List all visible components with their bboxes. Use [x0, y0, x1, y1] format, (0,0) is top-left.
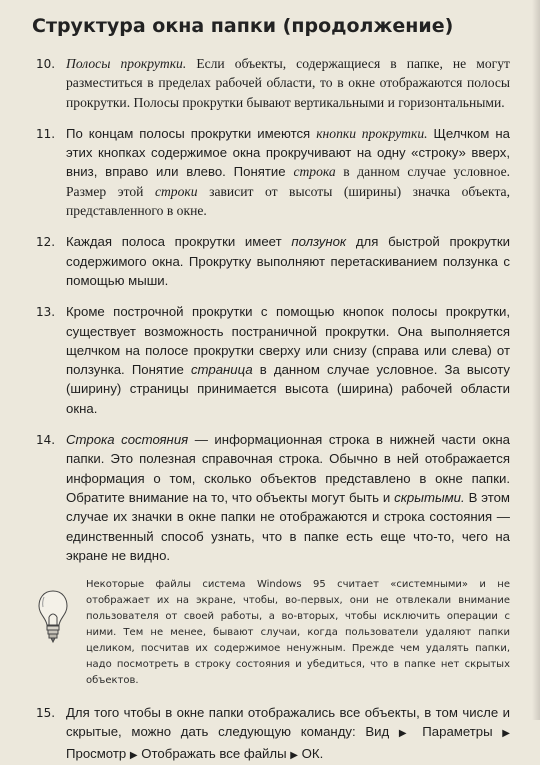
paragraph-text: Щелчком на этих кнопках содержимое окна прокручивают на одну «строку» вверх, вниз, вправо или влево. Понятие: [66, 125, 510, 180]
paragraph-text: По концам полосы прокрутки имеются: [66, 125, 317, 141]
item-number: 11.: [36, 126, 56, 141]
page-edge-shadow: [532, 0, 540, 720]
paragraph-text: — информационная строка в нижней части окна папки. Это полезная справочная строка. Обычно в ней отображается информация о том, сколько объектов представлено в окне папки. Обратите внимание на то, что объекты могут быть и: [66, 432, 510, 505]
tip-note: [36, 577, 510, 689]
list-item-10: [36, 54, 510, 112]
paragraph-text: В этом случае их значки в окне папки не отображаются и строка состояния — единственный способ узнать, что в папке есть еще что-то, чего на экране не видно.: [66, 489, 510, 563]
arrow-right-icon: ▶: [129, 749, 138, 761]
term: Строка состояния: [66, 432, 189, 448]
term: строки: [154, 183, 198, 199]
item-number: 12.: [36, 235, 56, 250]
arrow-right-icon: ▶: [502, 728, 510, 740]
paragraph-text: Если объекты, содержащиеся в папке, не могут разместиться в пределах рабочей области, то в окне отображаются полосы прокрутки. Полосы прокрутки бывают вертикальными и горизонтальными.: [66, 56, 510, 110]
lightbulb-icon: [36, 577, 86, 689]
paragraph-text: Кроме построчной прокрутки с помощью кнопок полосы прокрутки, существует возможность постраничной прокрутки. Она выполняется щелчком на полосе прокрутки сверху или снизу (справа или слева) от ползунка. Понятие: [66, 304, 510, 378]
item-number: 15.: [36, 706, 56, 721]
menu-path-step: Вид: [365, 724, 390, 740]
arrow-right-icon: ▶: [398, 728, 413, 740]
term: страница: [190, 362, 253, 378]
paragraph-text: в данном случае условное. Размер этой: [66, 164, 510, 199]
list-item-14: [36, 430, 510, 565]
paragraph-text: зависит от высоты (ширины) значка объекта, представленного в окне.: [66, 183, 510, 219]
item-number: 14.: [36, 433, 56, 448]
paragraph-text: Для того чтобы в окне папки отображались все объекты, в том числе и скрытые, можно дать следующую команду:: [66, 705, 510, 740]
term: строка: [293, 164, 336, 180]
paragraph-text: в данном случае условное. За высоту (ширину) страницы принимается высота (ширина) рабочей области окна.: [66, 362, 510, 416]
arrow-right-icon: ▶: [290, 749, 298, 761]
item-number: 10.: [36, 57, 56, 71]
item-text: [66, 703, 510, 765]
item-number: 13.: [36, 305, 56, 320]
menu-path-step: Просмотр: [66, 745, 127, 761]
menu-path-step: Отображать все файлы: [141, 745, 287, 761]
paragraph-text: для быстрой прокрутки содержимого окна. Прокрутку выполняют перетаскиванием ползунка с помощью мыши.: [66, 234, 510, 288]
term: Полосы прокрутки.: [66, 56, 187, 71]
page-title: Структура окна папки (продолжение): [32, 15, 454, 37]
menu-path-step: ОК.: [301, 745, 324, 761]
term: ползунок: [291, 234, 347, 250]
list-item-15: [36, 703, 510, 765]
note-text: Некоторые файлы система Windows 95 считает «системными» и не отображает их на экране, чтобы, во-первых, они не отвлекали внимание пользователя от своей работы, а во-вторых, чтобы исключить операции с ними. Тем не менее, бывают случаи, когда пользователи удаляют папки целиком, посчитав их содержимое ненужным. Прежде чем удалять папки, надо посмотреть в строку состояния и убедиться, что в папке нет скрытых объектов.: [86, 579, 510, 687]
list-item-13: [36, 302, 510, 418]
item-text: [66, 54, 510, 112]
item-text: [66, 302, 510, 418]
term: скрытыми.: [394, 489, 465, 505]
item-text: [66, 124, 510, 220]
list-item-11: [36, 124, 510, 220]
paragraph-text: Каждая полоса прокрутки имеет: [66, 234, 292, 250]
list-item-12: [36, 232, 510, 290]
item-text: [66, 232, 510, 290]
term: кнопки прокрутки.: [316, 125, 428, 141]
item-text: [66, 430, 510, 565]
menu-path-step: Параметры: [422, 724, 493, 740]
